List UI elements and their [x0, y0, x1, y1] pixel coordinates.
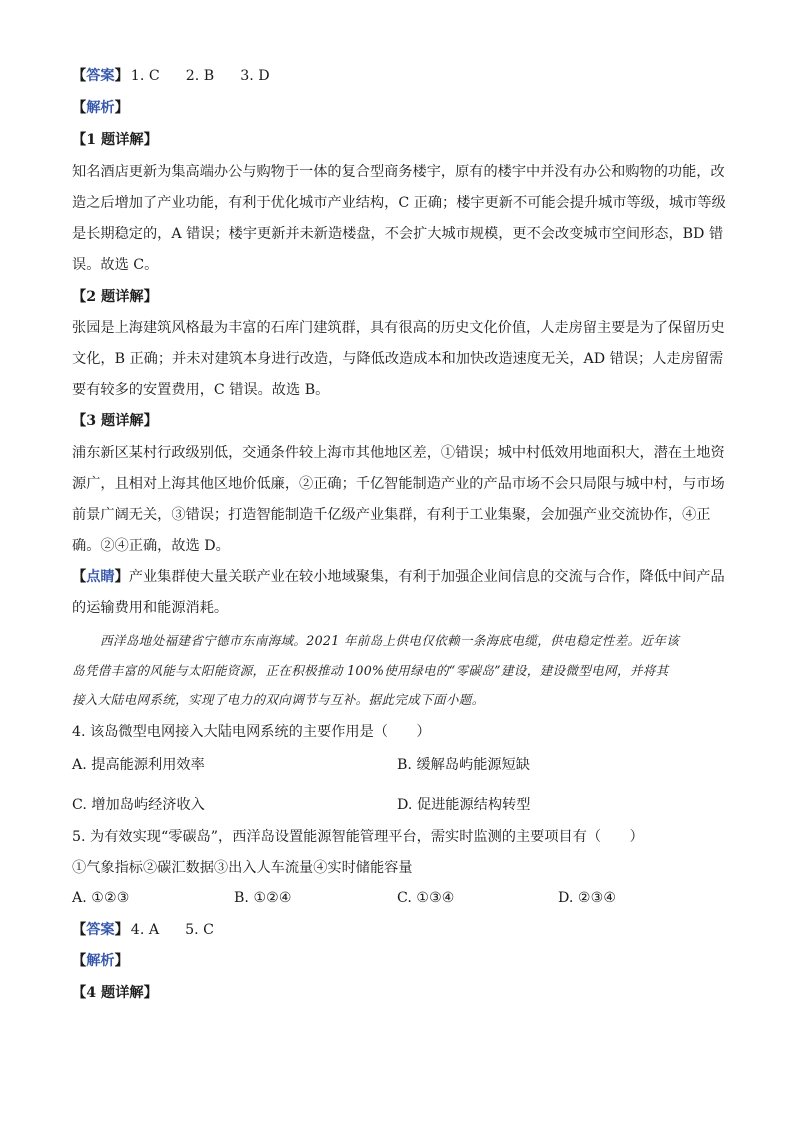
q4-option-a: A. 提高能源利用效率: [72, 757, 205, 773]
passage-line: 接入大陆电网系统，实现了电力的双向调节与互补。据此完成下面小题。: [72, 692, 485, 707]
q4-option-b: B. 缓解岛屿能源短缺: [397, 757, 530, 773]
q5-option-c: C. ①③④: [397, 890, 455, 906]
q5-option-b: B. ①②④: [234, 890, 292, 906]
q5-stem: 5. 为有效实现“零碳岛”，西洋岛设置能源智能管理平台，需实时监测的主要项目有（ ）: [72, 829, 644, 845]
q4-option-d: D. 促进能源结构转型: [397, 797, 531, 813]
q1-text-line: 知名酒店更新为集高端办公与购物于一体的复合型商务楼宇，原有的楼宇中并没有办公和购物的功能，改: [72, 164, 725, 180]
q3-text-line: 确。②④正确，故选 D。: [72, 538, 230, 554]
analysis-heading-2: 【解析】: [72, 953, 129, 969]
answer-item: 2. B: [185, 68, 215, 84]
q1-text-line: 造之后增加了产业功能，有利于优化城市产业结构，C 正确；楼宇更新不可能会提升城市等级，城市等级: [72, 195, 726, 211]
q4-detail-heading: 【4 题详解】: [72, 985, 158, 1001]
q1-text-line: 误。故选 C。: [72, 257, 159, 273]
q2-detail-heading: 【2 题详解】: [72, 289, 158, 305]
q3-detail-heading: 【3 题详解】: [72, 413, 158, 429]
answer-tag: 【答案】: [72, 68, 129, 84]
q1-text-line: 是长期稳定的，A 错误；楼宇更新并未新造楼盘，不会扩大城市规模，更不会改变城市空间形态，BD 错: [72, 226, 724, 242]
q5-items: ①气象指标②碳汇数据③出入人车流量④实时储能容量: [72, 860, 413, 876]
tips-line: 的运输费用和能源消耗。: [72, 600, 229, 616]
answer-line-2: 【答案】 4. A 5. C: [72, 922, 214, 938]
q3-text-line: 源广，且相对上海其他区地价低廉，②正确；千亿智能制造产业的产品市场不会只局限与城中村，与市场: [72, 476, 725, 492]
q4-stem: 4. 该岛微型电网接入大陆电网系统的主要作用是（ ）: [72, 724, 431, 740]
q5-option-a: A. ①②③: [72, 890, 130, 906]
q5-option-d: D. ②③④: [558, 890, 617, 906]
q2-text-line: 要有较多的安置费用，C 错误。故选 B。: [72, 382, 330, 398]
q3-text-line: 前景广阔无关，③错误；打造智能制造千亿级产业集群，有利于工业集聚，会加强产业交流协作，④正: [72, 507, 711, 523]
answer-item: 3. D: [240, 68, 270, 84]
tips-line: 【点睛】产业集群使大量关联产业在较小地域聚集，有利于加强企业间信息的交流与合作，降低中间产品: [72, 569, 725, 585]
answer-item: 1. C: [130, 68, 160, 84]
analysis-heading-1: 【解析】: [72, 100, 129, 116]
q4-option-c: C. 增加岛屿经济收入: [72, 797, 205, 813]
q2-text-line: 文化，B 正确；并未对建筑本身进行改造，与降低改造成本和加快改造速度无关，AD 错误；人走房留需: [72, 351, 724, 367]
answer-line-1: [72, 66, 724, 86]
q3-text-line: 浦东新区某村行政级别低，交通条件较上海市其他地区差，①错误；城中村低效用地面积大，潜在土地资: [72, 445, 725, 461]
q2-text-line: 张园是上海建筑风格最为丰富的石库门建筑群，具有很高的历史文化价值，人走房留主要是为了保留历史: [72, 320, 725, 336]
q1-detail-heading: 【1 题详解】: [72, 132, 158, 148]
passage-line: 西洋岛地处福建省宁德市东南海域。2021 年前岛上供电仅依赖一条海底电缆，供电稳定性差。近年该: [100, 633, 680, 648]
passage-line: 岛凭借丰富的风能与太阳能资源，正在积极推动 100%使用绿电的“零碳岛”建设，建设微型电网，并将其: [72, 663, 669, 678]
